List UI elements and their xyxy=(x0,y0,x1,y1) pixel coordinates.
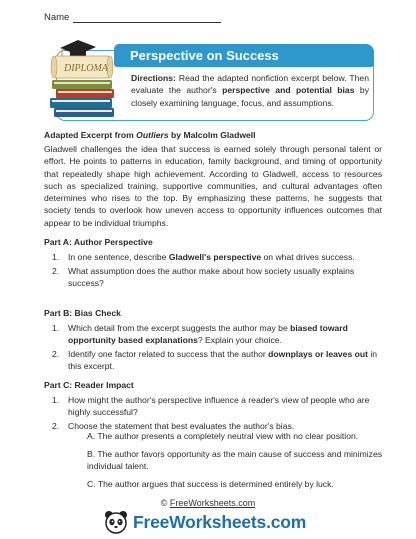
part-b-question-1 xyxy=(52,322,382,346)
question-number: 2. xyxy=(52,349,60,359)
directions-label: Directions: xyxy=(131,73,176,83)
part-a-questions xyxy=(52,251,382,291)
question-text: Identify one factor related to success that the author xyxy=(68,349,269,359)
excerpt-book-title: Outliers xyxy=(136,130,169,140)
name-field-row xyxy=(44,12,221,23)
part-c-title: Part C: Reader Impact xyxy=(44,380,134,390)
excerpt-title xyxy=(44,129,382,141)
question-text: In one sentence, describe xyxy=(68,252,169,262)
footer-url xyxy=(0,498,416,508)
excerpt-paragraph: Gladwell challenges the idea that success is earned solely through personal talent or effort. He points to patterns in education, family background, and timing of opportunity that repeatedly shape high achievement. According to Gladwell, access to resources such as specialized training, supportive communities, and cultural advantages often determines who rises to the top. By emphasizing these patterns, he suggests that society tends to overlook how uneven access to opportunity influences outcomes that appear to be individual triumphs. xyxy=(44,144,382,228)
question-emphasis: Gladwell's perspective xyxy=(168,252,262,262)
question-text: How might the author's perspective influence a reader's view of people who are highly successful? xyxy=(68,395,370,417)
question-text-end: on what drives success. xyxy=(261,252,355,262)
question-number: 1. xyxy=(52,323,60,333)
svg-text:DIPLOMA: DIPLOMA xyxy=(64,63,108,74)
copyright-symbol: © xyxy=(160,498,170,508)
question-text: Choose the statement that best evaluates the author's bias. xyxy=(68,421,295,431)
books-diploma-illustration xyxy=(40,34,130,120)
name-label: Name xyxy=(44,12,70,23)
question-text-end: in this excerpt. xyxy=(68,349,378,371)
part-b-questions xyxy=(52,322,382,374)
part-c-questions xyxy=(52,394,382,434)
part-b-question-2 xyxy=(52,348,382,372)
question-number: 1. xyxy=(52,252,60,262)
worksheet-title: Perspective on Success xyxy=(114,44,374,67)
question-text: What assumption does the author make about how society usually explains success? xyxy=(68,266,355,288)
name-input-line[interactable] xyxy=(73,14,221,23)
part-a-question-2 xyxy=(52,265,382,289)
question-number: 2. xyxy=(52,266,60,276)
excerpt-title-suffix: by Malcolm Gladwell xyxy=(168,130,256,140)
directions-emphasis: perspective and potential bias xyxy=(222,85,355,96)
question-emphasis: downplays or leaves out xyxy=(268,349,368,359)
question-text: Which detail from the excerpt suggests the author may be xyxy=(68,323,291,333)
question-number: 2. xyxy=(52,421,60,431)
part-a-title: Part A: Author Perspective xyxy=(44,237,153,247)
part-a-question-1 xyxy=(52,251,382,263)
part-b-title: Part B: Bias Check xyxy=(44,308,121,318)
question-text-end: ? Explain your choice. xyxy=(197,335,282,345)
directions-part2: by closely examining language, focus, and assumptions. xyxy=(131,85,370,108)
books-stack-icon xyxy=(50,80,114,117)
brand-wordmark xyxy=(133,512,306,533)
option-c[interactable]: C. The author argues that success is determined entirely by luck. xyxy=(87,479,334,489)
option-a[interactable]: A. The author presents a completely neutral view with no clear position. xyxy=(87,431,359,441)
brand-logo xyxy=(103,509,306,535)
part-c-question-1 xyxy=(52,394,382,418)
brand-free: Free xyxy=(133,511,170,532)
diploma-scroll-icon xyxy=(51,56,113,78)
question-number: 1. xyxy=(52,395,60,405)
directions-text xyxy=(131,72,369,109)
panda-icon xyxy=(103,510,129,534)
brand-tld: .com xyxy=(266,511,307,532)
directions-part1: Read the adapted nonfiction excerpt below. Then evaluate the author's xyxy=(131,73,369,96)
footer-link[interactable]: FreeWorksheets.com xyxy=(169,498,256,508)
brand-worksheets: Worksheets xyxy=(169,511,267,532)
excerpt-title-prefix: Adapted Excerpt from xyxy=(44,130,137,140)
option-b[interactable]: B. The author favors opportunity as the main cause of success and minimizes individual talent. xyxy=(87,449,383,471)
question-emphasis: biased toward opportunity based explanations xyxy=(68,323,348,345)
